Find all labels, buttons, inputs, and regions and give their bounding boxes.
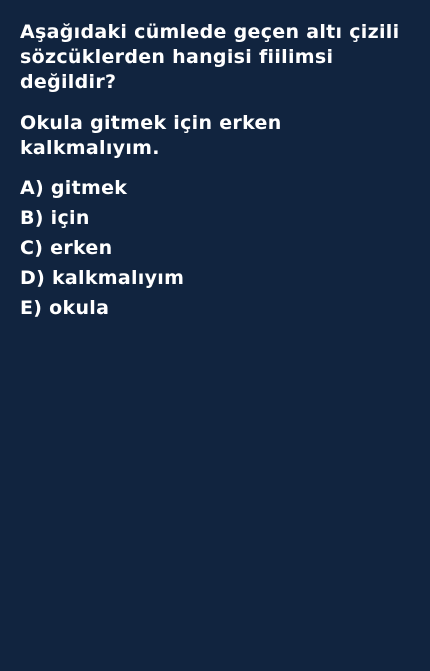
option-c[interactable]: C) erken bbox=[20, 237, 113, 259]
question-card bbox=[20, 20, 415, 323]
option-a[interactable]: A) gitmek bbox=[20, 177, 128, 199]
question-text: Aşağıdaki cümlede geçen altı çizili sözcüklerden hangisi fiilimsi değildir? bbox=[20, 21, 400, 93]
option-e[interactable]: E) okula bbox=[20, 297, 110, 319]
option-d[interactable]: D) kalkmalıyım bbox=[20, 267, 185, 289]
question-sentence: Okula gitmek için erken kalkmalıyım. bbox=[20, 112, 282, 159]
option-b[interactable]: B) için bbox=[20, 207, 90, 229]
answer-options bbox=[20, 173, 415, 323]
